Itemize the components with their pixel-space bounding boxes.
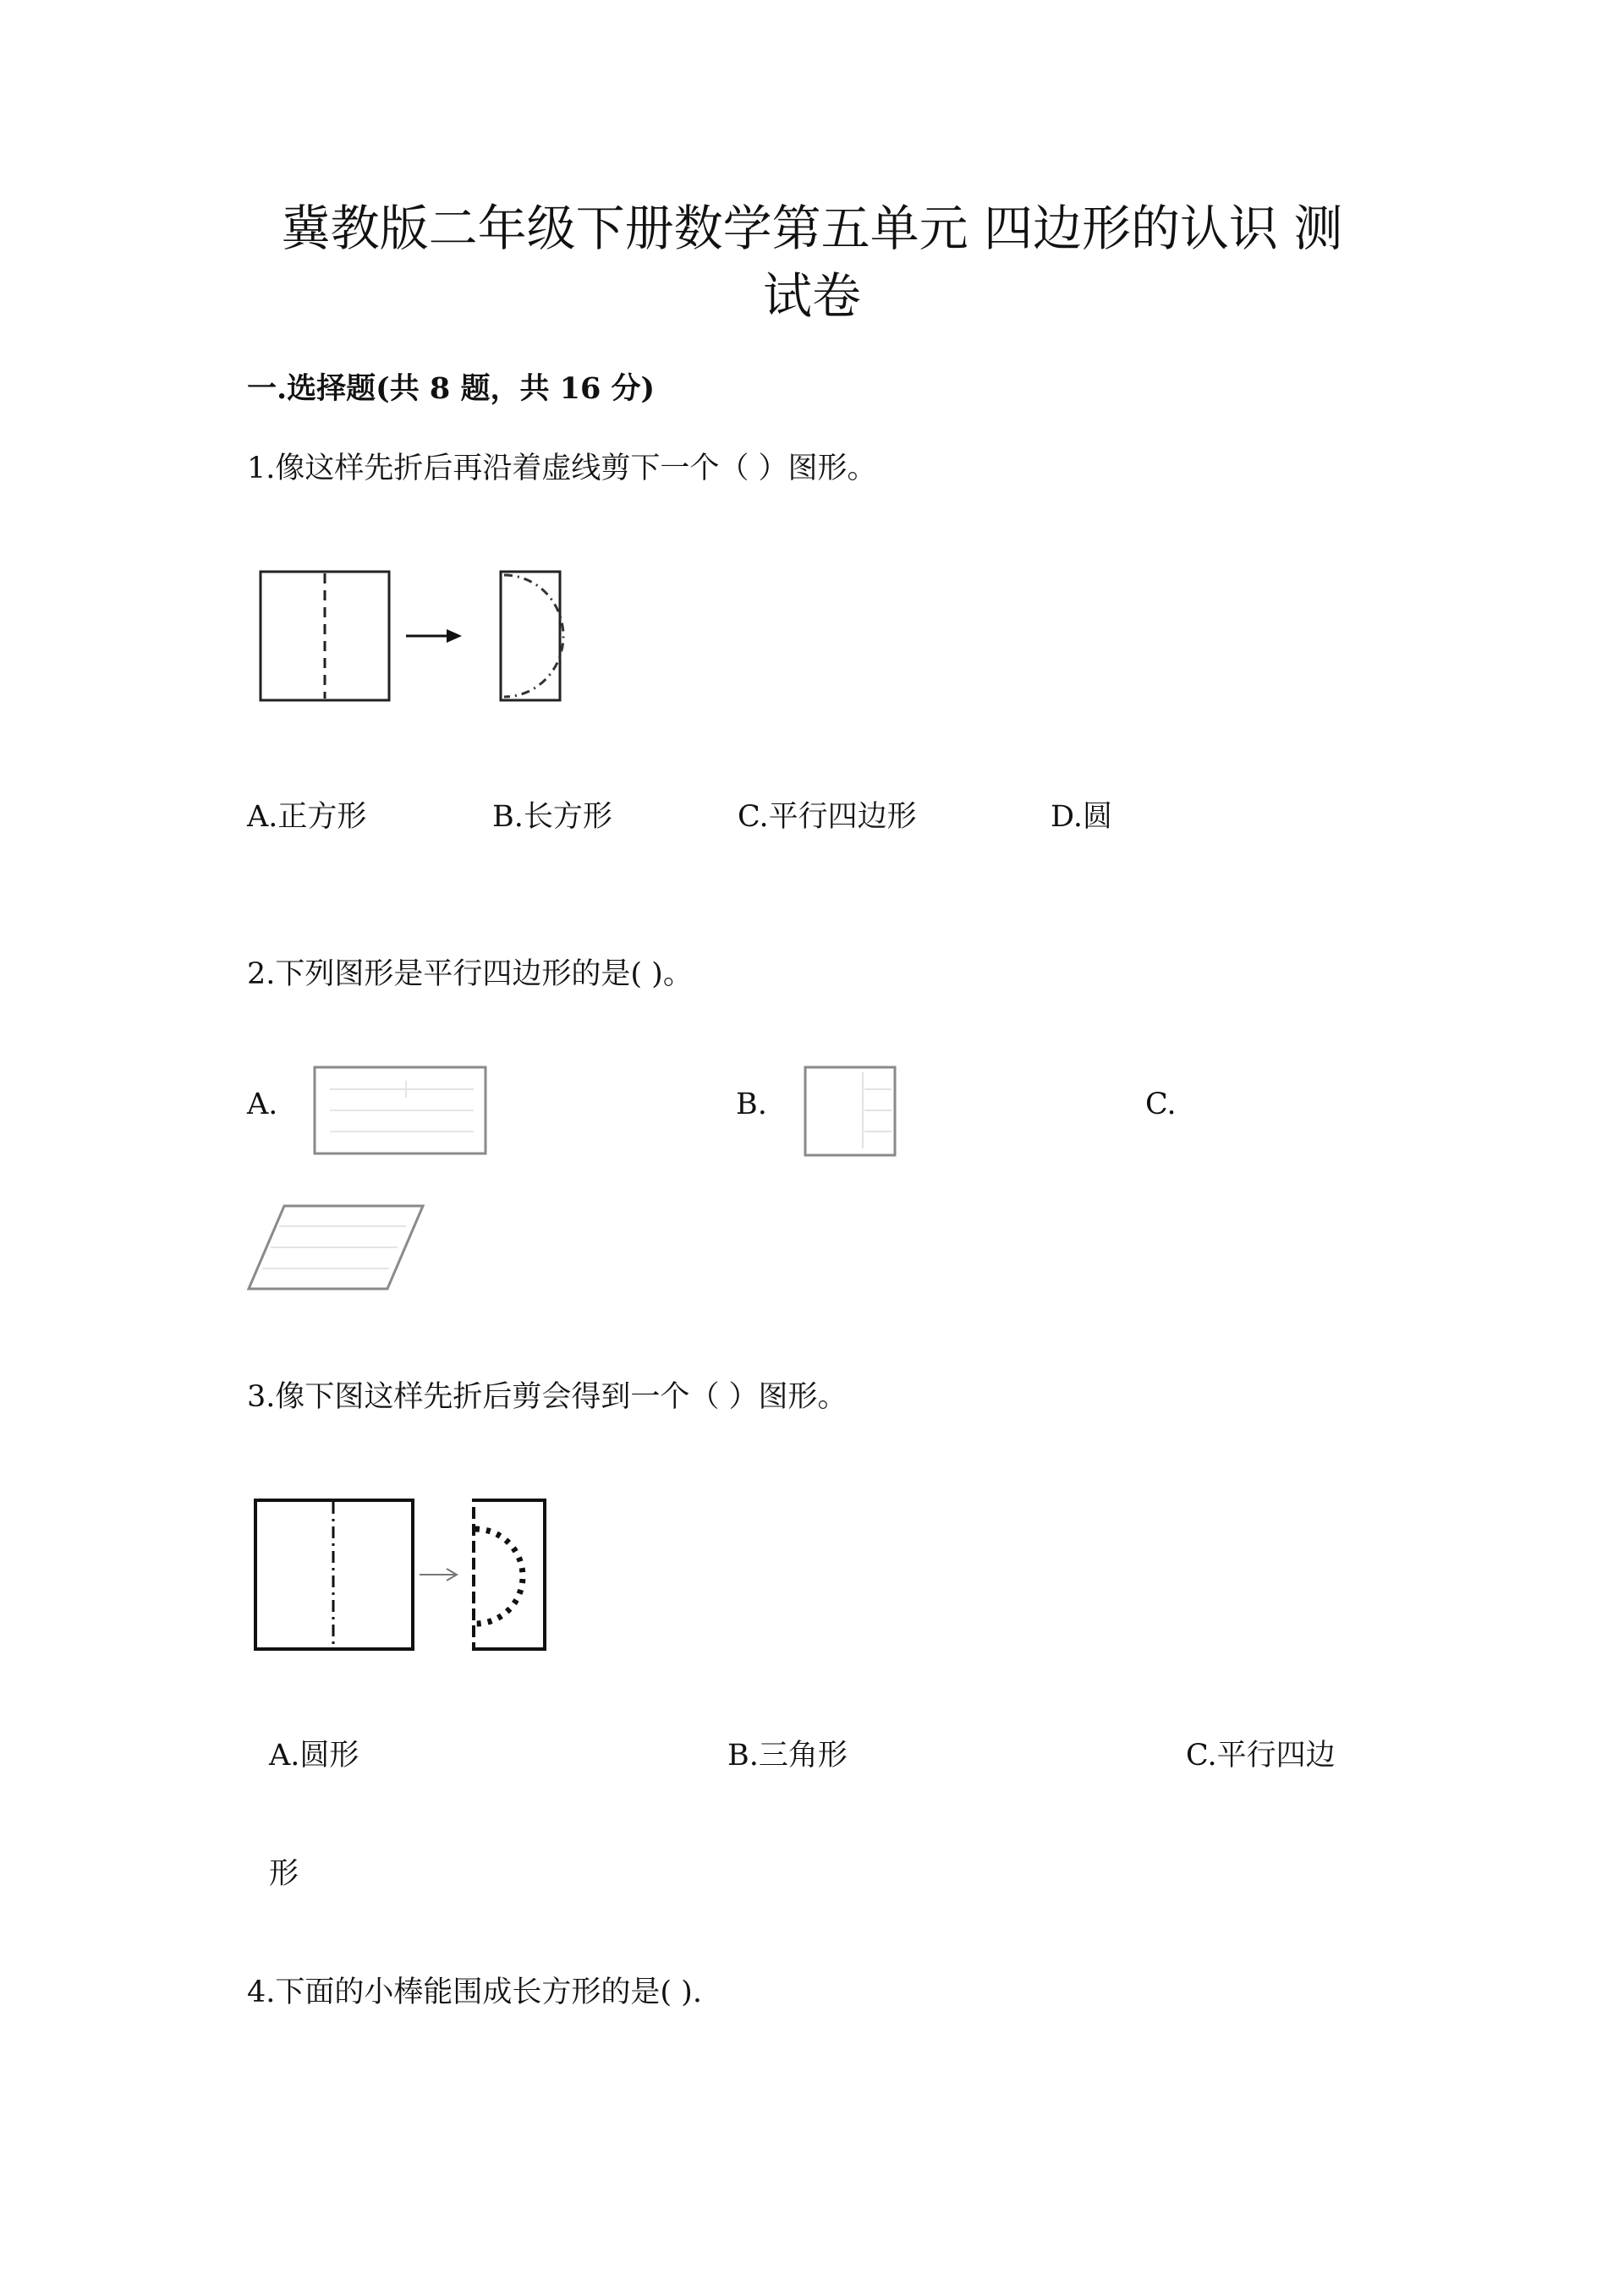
folded-rectangle — [501, 572, 560, 700]
question-2-option-b-square — [804, 1064, 898, 1159]
question-2-option-a-rectangle — [313, 1064, 491, 1157]
cut-dotted-semicircle — [475, 1529, 523, 1624]
question-1-stem: 1.像这样先折后再沿着虚线剪下一个（ ）图形。 — [247, 452, 877, 485]
question-1-fold-figure — [245, 558, 584, 710]
cut-dashed-semicircle — [504, 575, 563, 697]
section-heading: 一.选择题(共 8 题，共 16 分) — [247, 371, 656, 406]
folded-rectangle — [474, 1500, 545, 1649]
page-title-line1: 冀教版二年级下册数学第五单元 四边形的认识 测 — [281, 200, 1343, 257]
question-3-fold-figure — [245, 1488, 567, 1658]
question-1-option-c[interactable]: C.平行四边形 — [738, 800, 917, 834]
question-3-stem: 3.像下图这样先折后剪会得到一个（ ）图形。 — [247, 1380, 848, 1414]
question-2-option-c[interactable]: C. — [1145, 1088, 1177, 1121]
arrow-head — [447, 629, 462, 643]
question-1-option-d[interactable]: D.圆 — [1051, 800, 1112, 834]
question-2-option-c-parallelogram — [245, 1201, 431, 1294]
question-3-option-a[interactable]: A.圆形 — [269, 1739, 359, 1773]
question-3-option-c[interactable]: C.平行四边 — [1186, 1739, 1336, 1773]
question-1-option-b[interactable]: B.长方形 — [492, 800, 612, 834]
question-2-option-a[interactable]: A. — [247, 1088, 278, 1121]
question-1-option-a[interactable]: A.正方形 — [247, 800, 367, 834]
page-title-line2: 试卷 — [762, 267, 861, 325]
question-2-stem: 2.下列图形是平行四边形的是( )。 — [247, 957, 693, 991]
question-3-option-b[interactable]: B.三角形 — [727, 1739, 848, 1773]
question-2-option-b[interactable]: B. — [736, 1088, 767, 1121]
question-4-stem: 4.下面的小棒能围成长方形的是( ). — [247, 1975, 702, 2009]
question-3-option-c-wrap: 形 — [269, 1857, 299, 1891]
